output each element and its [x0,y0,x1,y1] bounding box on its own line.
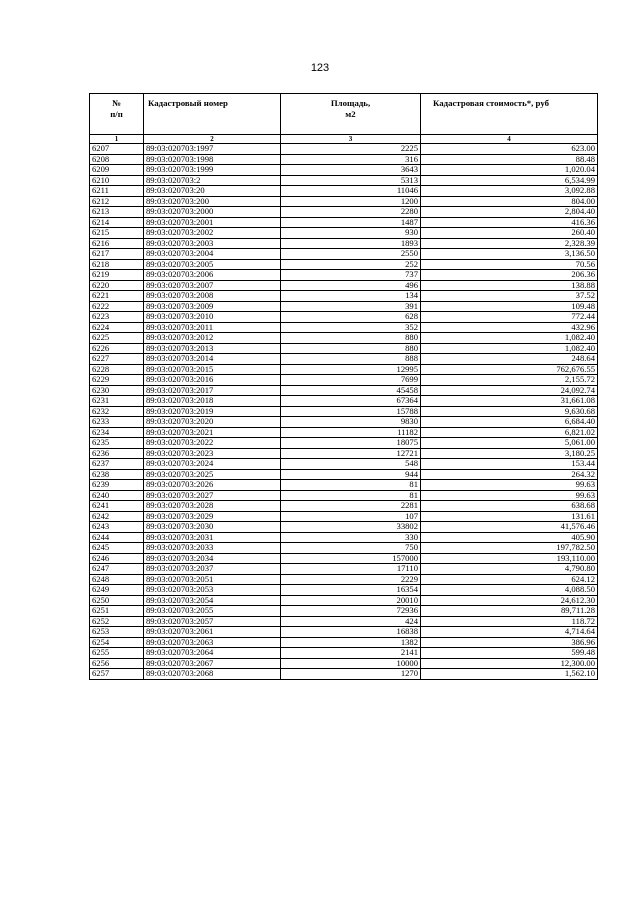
row-number: 6217 [90,249,144,260]
column-number: 4 [421,135,598,144]
area-value: 2550 [281,249,421,260]
cadastral-table [89,93,598,680]
table-row [90,333,598,344]
page-number: 123 [310,62,330,74]
cost-value: 2,804.40 [421,207,598,218]
table-row [90,511,598,522]
table-row [90,669,598,680]
table-row [90,574,598,585]
area-value: 944 [281,469,421,480]
row-number: 6245 [90,543,144,554]
table-row [90,595,598,606]
cadastral-number: 89:03:020703:2003 [144,238,281,249]
column-number: 1 [90,135,144,144]
cost-value: 1,082.40 [421,343,598,354]
area-value: 157000 [281,553,421,564]
cadastral-number: 89:03:020703:2009 [144,301,281,312]
cost-value: 153.44 [421,459,598,470]
row-number: 6215 [90,228,144,239]
cost-value: 405.90 [421,532,598,543]
table-row [90,165,598,176]
cadastral-number: 89:03:020703:2015 [144,364,281,375]
row-number: 6248 [90,574,144,585]
cost-value: 772.44 [421,312,598,323]
table-row [90,606,598,617]
area-value: 880 [281,333,421,344]
area-value: 2280 [281,207,421,218]
cadastral-number: 89:03:020703:2055 [144,606,281,617]
header-num [90,94,144,135]
table-row [90,238,598,249]
row-number: 6255 [90,648,144,659]
area-value: 11046 [281,186,421,197]
row-number: 6218 [90,259,144,270]
cadastral-number: 89:03:020703:2067 [144,658,281,669]
cadastral-number: 89:03:020703:2051 [144,574,281,585]
header-row [90,94,598,135]
table-row [90,322,598,333]
row-number: 6249 [90,585,144,596]
row-number: 6234 [90,427,144,438]
table-row [90,501,598,512]
cadastral-number: 89:03:020703:2017 [144,385,281,396]
cost-value: 2,155.72 [421,375,598,386]
cadastral-number: 89:03:020703:2004 [144,249,281,260]
cadastral-number: 89:03:020703:2033 [144,543,281,554]
cadastral-number: 89:03:020703:2014 [144,354,281,365]
cadastral-number: 89:03:020703:2002 [144,228,281,239]
cadastral-number: 89:03:020703:2000 [144,207,281,218]
cost-value: 24,092.74 [421,385,598,396]
cadastral-number: 89:03:020703:2061 [144,627,281,638]
row-number: 6253 [90,627,144,638]
cadastral-number: 89:03:020703:2006 [144,270,281,281]
row-number: 6226 [90,343,144,354]
row-number: 6216 [90,238,144,249]
column-number: 3 [281,135,421,144]
cost-value: 24,612.30 [421,595,598,606]
cost-value: 386.96 [421,637,598,648]
row-number: 6230 [90,385,144,396]
cost-value: 109.48 [421,301,598,312]
cost-value: 197,782.50 [421,543,598,554]
cadastral-number: 89:03:020703:2008 [144,291,281,302]
area-value: 1893 [281,238,421,249]
area-value: 10000 [281,658,421,669]
cost-value: 12,300.00 [421,658,598,669]
cost-value: 638.68 [421,501,598,512]
table-row [90,228,598,239]
area-value: 1382 [281,637,421,648]
row-number: 6246 [90,553,144,564]
row-number: 6210 [90,175,144,186]
row-number: 6244 [90,532,144,543]
row-number: 6240 [90,490,144,501]
table-row [90,186,598,197]
cadastral-number: 89:03:020703:2028 [144,501,281,512]
cadastral-number: 89:03:020703:2068 [144,669,281,680]
cadastral-number: 89:03:020703:2053 [144,585,281,596]
row-number: 6233 [90,417,144,428]
cadastral-number: 89:03:020703:2011 [144,322,281,333]
area-value: 7699 [281,375,421,386]
table-row [90,364,598,375]
table-row [90,301,598,312]
row-number: 6225 [90,333,144,344]
row-number: 6241 [90,501,144,512]
area-value: 81 [281,480,421,491]
cost-value: 118.72 [421,616,598,627]
row-number: 6247 [90,564,144,575]
area-value: 11182 [281,427,421,438]
table-row [90,406,598,417]
area-value: 1200 [281,196,421,207]
cadastral-number: 89:03:020703:20 [144,186,281,197]
row-number: 6236 [90,448,144,459]
area-value: 888 [281,354,421,365]
cadastral-number: 89:03:020703:2005 [144,259,281,270]
table-row [90,396,598,407]
cost-value: 3,092.88 [421,186,598,197]
cost-value: 9,630.68 [421,406,598,417]
area-value: 737 [281,270,421,281]
area-value: 330 [281,532,421,543]
table-row [90,448,598,459]
table-row [90,196,598,207]
table-row [90,627,598,638]
cadastral-number: 89:03:020703:2023 [144,448,281,459]
area-value: 2281 [281,501,421,512]
row-number: 6231 [90,396,144,407]
row-number: 6211 [90,186,144,197]
cost-value: 4,714.64 [421,627,598,638]
table-row [90,385,598,396]
cadastral-number: 89:03:020703:2 [144,175,281,186]
row-number: 6223 [90,312,144,323]
row-number: 6228 [90,364,144,375]
cadastral-number: 89:03:020703:2034 [144,553,281,564]
row-number: 6242 [90,511,144,522]
cadastral-number: 89:03:020703:200 [144,196,281,207]
cost-value: 37.52 [421,291,598,302]
table-row [90,343,598,354]
row-number: 6220 [90,280,144,291]
column-number: 2 [144,135,281,144]
area-value: 134 [281,291,421,302]
table-row [90,658,598,669]
area-value: 880 [281,343,421,354]
row-number: 6237 [90,459,144,470]
table-row [90,637,598,648]
area-value: 3643 [281,165,421,176]
cadastral-number: 89:03:020703:2022 [144,438,281,449]
cadastral-number: 89:03:020703:2018 [144,396,281,407]
header-num-line1: № [112,98,121,108]
table-row [90,585,598,596]
cadastral-number: 89:03:020703:2063 [144,637,281,648]
cadastral-number: 89:03:020703:2025 [144,469,281,480]
row-number: 6250 [90,595,144,606]
cost-value: 5,061.00 [421,438,598,449]
area-value: 496 [281,280,421,291]
cost-value: 99.63 [421,480,598,491]
cost-value: 131.61 [421,511,598,522]
header-area-line2: м2 [345,108,356,119]
table-row [90,280,598,291]
table-row [90,144,598,155]
cost-value: 88.48 [421,154,598,165]
cadastral-number: 89:03:020703:1998 [144,154,281,165]
area-value: 2141 [281,648,421,659]
table-row [90,427,598,438]
area-value: 81 [281,490,421,501]
cadastral-number: 89:03:020703:2007 [144,280,281,291]
table-row [90,532,598,543]
cost-value: 31,661.08 [421,396,598,407]
row-number: 6243 [90,522,144,533]
table-row [90,217,598,228]
table-row [90,259,598,270]
row-number: 6232 [90,406,144,417]
cadastral-number: 89:03:020703:2057 [144,616,281,627]
area-value: 18075 [281,438,421,449]
cadastral-number: 89:03:020703:2019 [144,406,281,417]
cadastral-number: 89:03:020703:2021 [144,427,281,438]
table-row [90,459,598,470]
cadastral-number: 89:03:020703:2064 [144,648,281,659]
row-number: 6214 [90,217,144,228]
table-row [90,438,598,449]
cost-value: 6,821.02 [421,427,598,438]
header-cadastral: Кадастровый номер [144,94,281,135]
cadastral-number: 89:03:020703:2031 [144,532,281,543]
cost-value: 99.63 [421,490,598,501]
row-number: 6221 [90,291,144,302]
cost-value: 4,790.80 [421,564,598,575]
area-value: 12721 [281,448,421,459]
cost-value: 599.48 [421,648,598,659]
cadastral-number: 89:03:020703:2027 [144,490,281,501]
area-value: 16354 [281,585,421,596]
row-number: 6239 [90,480,144,491]
cost-value: 6,534.99 [421,175,598,186]
table-row [90,154,598,165]
cost-value: 1,562.10 [421,669,598,680]
header-area-line1: Площадь, [330,98,371,108]
area-value: 33802 [281,522,421,533]
area-value: 2225 [281,144,421,155]
cadastral-number: 89:03:020703:1999 [144,165,281,176]
cost-value: 416.36 [421,217,598,228]
cost-value: 6,684.40 [421,417,598,428]
cadastral-number: 89:03:020703:2016 [144,375,281,386]
row-number: 6219 [90,270,144,281]
cadastral-number: 89:03:020703:2037 [144,564,281,575]
row-number: 6256 [90,658,144,669]
table-row [90,312,598,323]
cost-value: 2,328.39 [421,238,598,249]
cost-value: 89,711.28 [421,606,598,617]
area-value: 391 [281,301,421,312]
row-number: 6229 [90,375,144,386]
row-number: 6254 [90,637,144,648]
area-value: 252 [281,259,421,270]
table-body [90,144,598,680]
cadastral-number: 89:03:020703:2024 [144,459,281,470]
row-number: 6213 [90,207,144,218]
table-row [90,616,598,627]
header-area [281,94,421,135]
cadastral-number: 89:03:020703:2010 [144,312,281,323]
area-value: 424 [281,616,421,627]
cost-value: 623.00 [421,144,598,155]
table-row [90,270,598,281]
cadastral-number: 89:03:020703:2013 [144,343,281,354]
area-value: 107 [281,511,421,522]
cost-value: 804.00 [421,196,598,207]
table-row [90,417,598,428]
cost-value: 3,136.50 [421,249,598,260]
cost-value: 264.32 [421,469,598,480]
cost-value: 1,020.04 [421,165,598,176]
cadastral-number: 89:03:020703:2030 [144,522,281,533]
area-value: 548 [281,459,421,470]
cadastral-number: 89:03:020703:2054 [144,595,281,606]
area-value: 67364 [281,396,421,407]
area-value: 750 [281,543,421,554]
column-number-row [90,135,598,144]
table-row [90,175,598,186]
header-num-line2: п/п [110,108,123,119]
area-value: 15788 [281,406,421,417]
table-row [90,480,598,491]
table-row [90,354,598,365]
cost-value: 248.64 [421,354,598,365]
cost-value: 206.36 [421,270,598,281]
cost-value: 4,088.50 [421,585,598,596]
header-cost: Кадастровая стоимость*, руб [421,94,598,135]
area-value: 316 [281,154,421,165]
table-row [90,291,598,302]
cost-value: 3,180.25 [421,448,598,459]
area-value: 17110 [281,564,421,575]
table-row [90,469,598,480]
table-row [90,207,598,218]
table-row [90,490,598,501]
area-value: 9830 [281,417,421,428]
area-value: 352 [281,322,421,333]
area-value: 1270 [281,669,421,680]
area-value: 16838 [281,627,421,638]
cadastral-number: 89:03:020703:2012 [144,333,281,344]
cost-value: 624.12 [421,574,598,585]
row-number: 6222 [90,301,144,312]
area-value: 1487 [281,217,421,228]
row-number: 6251 [90,606,144,617]
row-number: 6227 [90,354,144,365]
area-value: 5313 [281,175,421,186]
cost-value: 138.88 [421,280,598,291]
cost-value: 70.56 [421,259,598,270]
cadastral-number: 89:03:020703:1997 [144,144,281,155]
row-number: 6252 [90,616,144,627]
area-value: 930 [281,228,421,239]
cadastral-number: 89:03:020703:2001 [144,217,281,228]
table-row [90,249,598,260]
row-number: 6209 [90,165,144,176]
area-value: 2229 [281,574,421,585]
area-value: 45458 [281,385,421,396]
row-number: 6238 [90,469,144,480]
table-row [90,553,598,564]
table-row [90,564,598,575]
row-number: 6224 [90,322,144,333]
table-row [90,648,598,659]
row-number: 6257 [90,669,144,680]
row-number: 6212 [90,196,144,207]
row-number: 6235 [90,438,144,449]
table-row [90,522,598,533]
table-row [90,375,598,386]
cost-value: 41,576.46 [421,522,598,533]
cost-value: 1,082.40 [421,333,598,344]
cost-value: 432.96 [421,322,598,333]
cadastral-number: 89:03:020703:2029 [144,511,281,522]
area-value: 12995 [281,364,421,375]
cadastral-number: 89:03:020703:2020 [144,417,281,428]
row-number: 6208 [90,154,144,165]
cadastral-number: 89:03:020703:2026 [144,480,281,491]
area-value: 628 [281,312,421,323]
area-value: 20010 [281,595,421,606]
area-value: 72936 [281,606,421,617]
row-number: 6207 [90,144,144,155]
table-row [90,543,598,554]
cost-value: 193,110.00 [421,553,598,564]
cost-value: 762,676.55 [421,364,598,375]
cost-value: 260.40 [421,228,598,239]
